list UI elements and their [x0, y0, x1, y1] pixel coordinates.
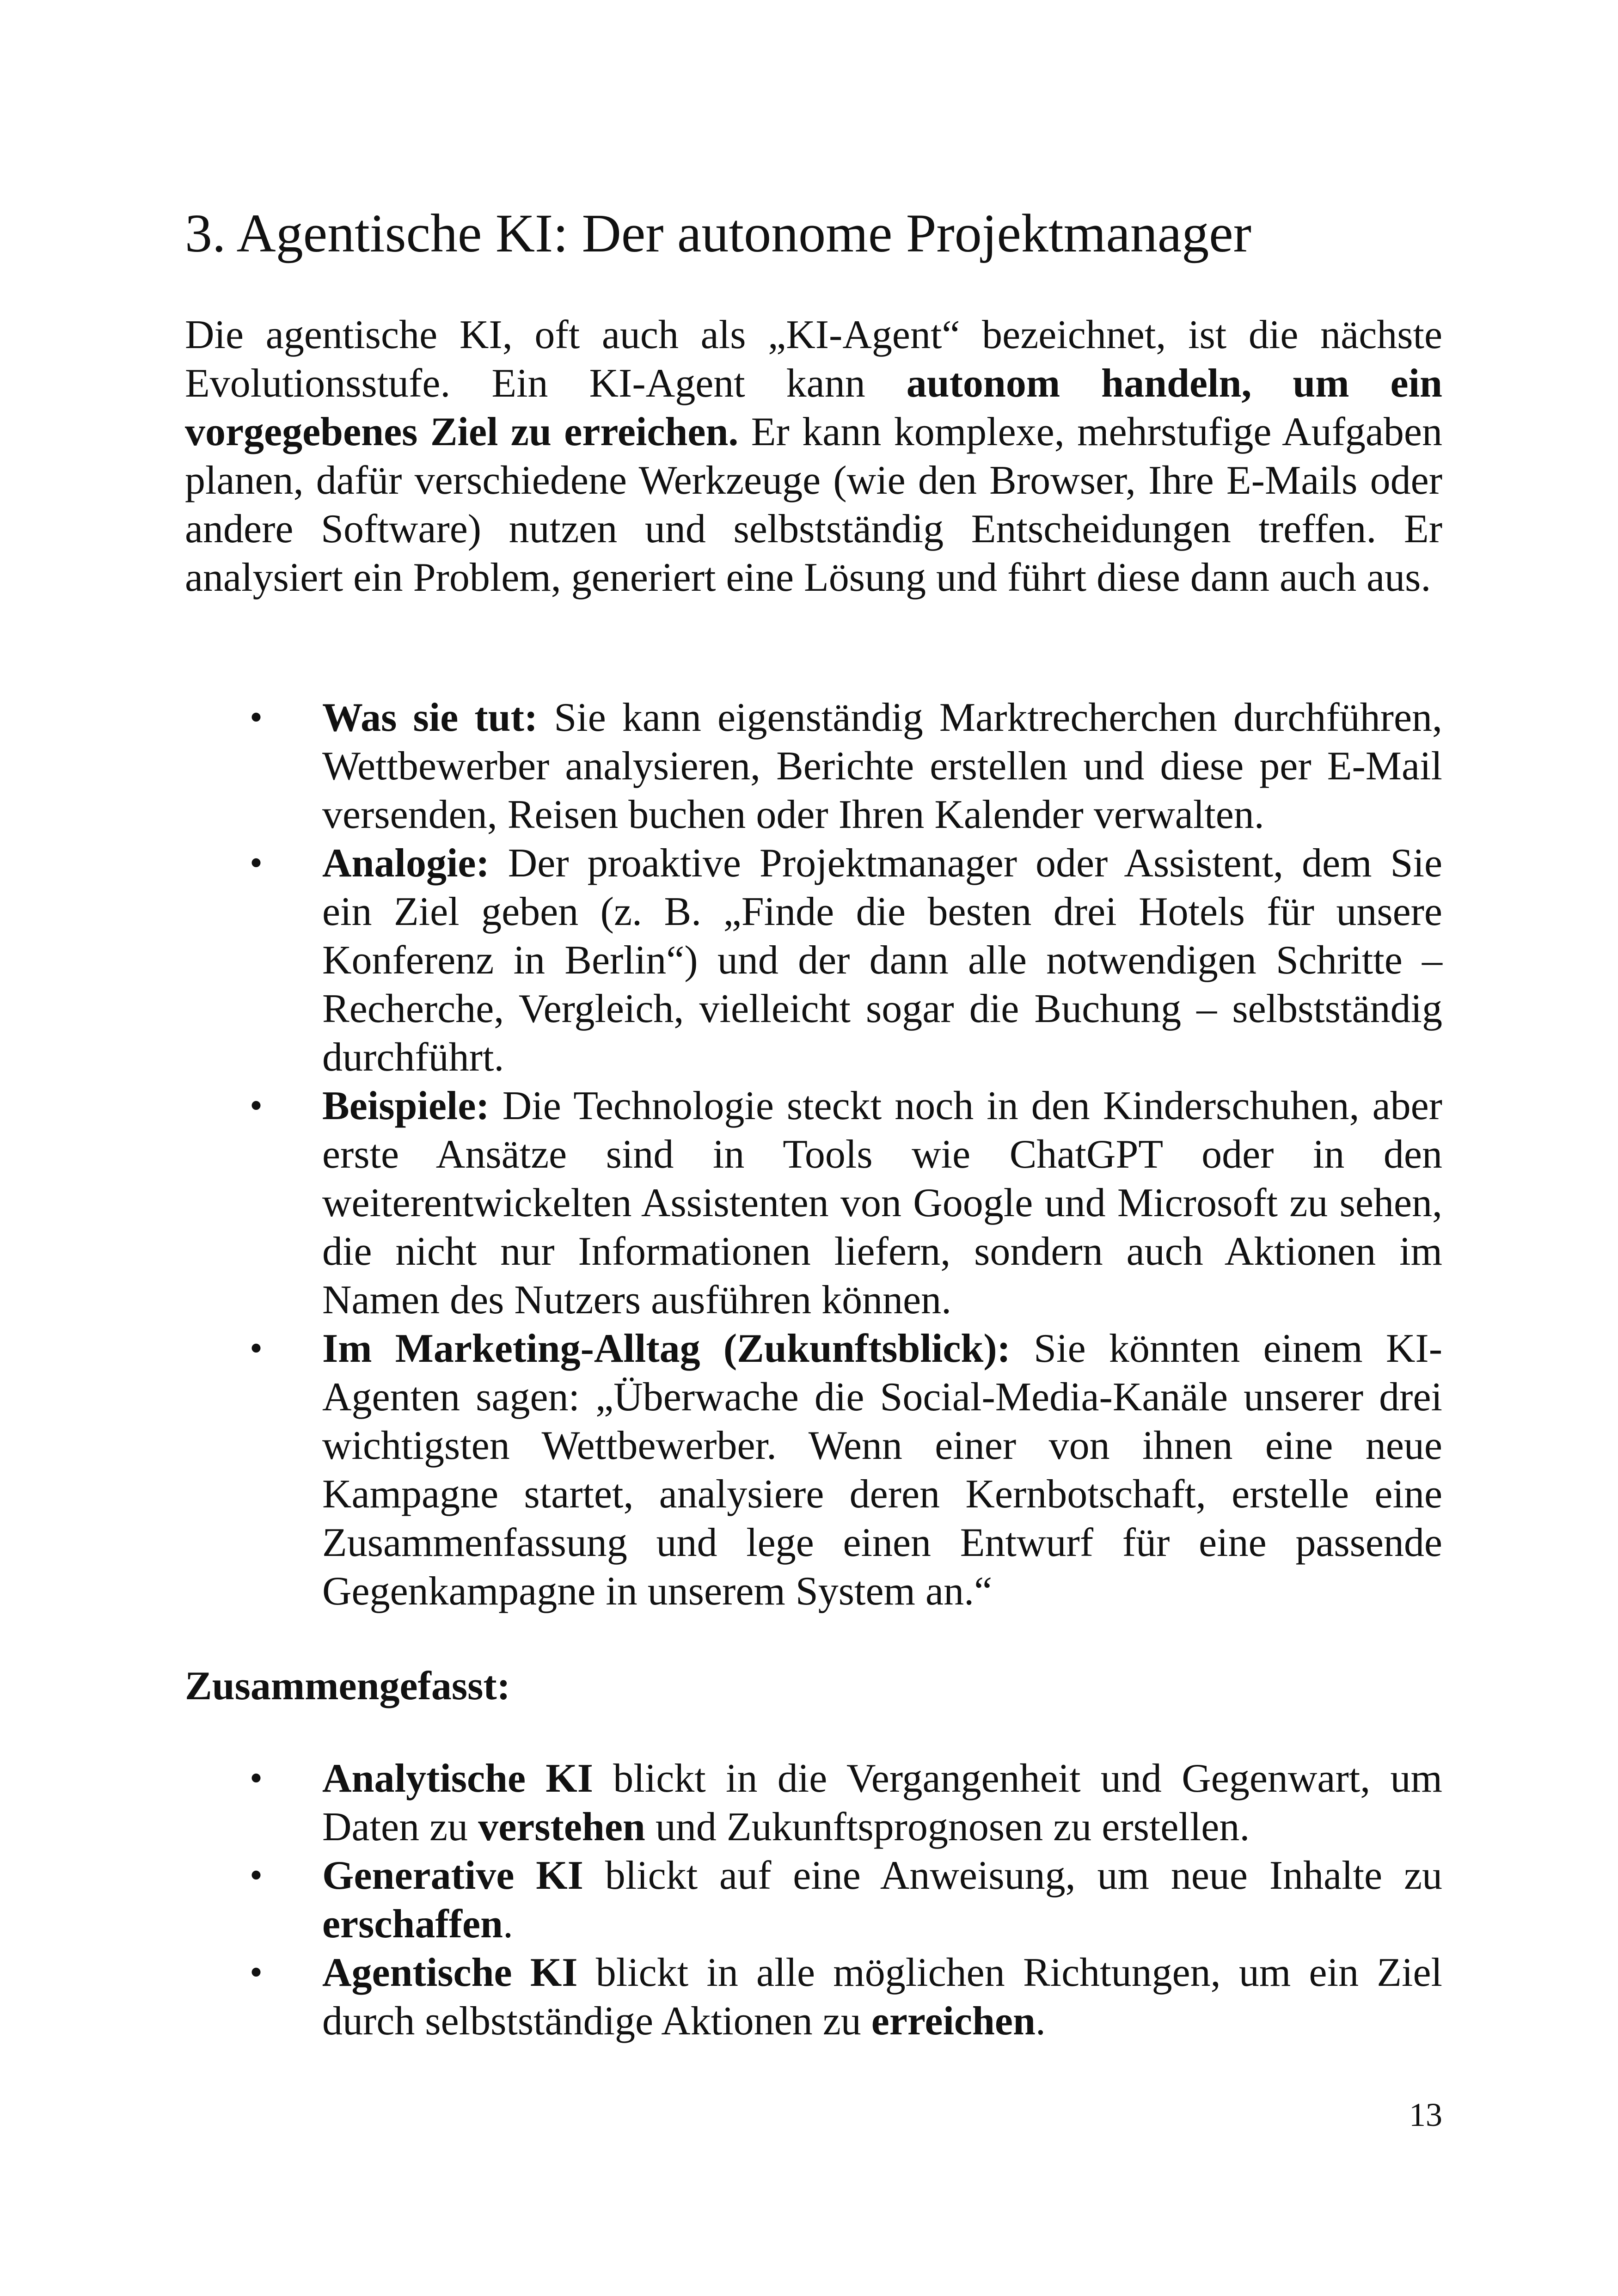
summary-item-term: Agentische KI — [322, 1950, 578, 1995]
intro-bold-text: autonom handeln, um ein vorgegebenes Ziel zu erreichen. — [185, 361, 1442, 454]
summary-bullet-list — [185, 1754, 1442, 2045]
intro-paragraph — [185, 311, 1442, 602]
list-item-marketing-outlook — [185, 1324, 1442, 1616]
list-item-what-it-does — [185, 693, 1442, 839]
summary-item-term: Generative KI — [322, 1853, 583, 1898]
summary-item-term: Analytische KI — [322, 1756, 593, 1801]
summary-item-text: blickt in alle möglichen Richtungen, um ein Ziel durch selbstständige Aktionen zu — [322, 1950, 1442, 2044]
summary-item-emphasis: erschaffen — [322, 1902, 503, 1947]
intro-text-2: Er kann komplexe, mehrstufige Aufgaben planen, dafür verschiedene Werkzeuge (wie den Browser, Ihre E-Mails oder andere Software) nutzen und selbstständig Entscheidungen treffen. Er analysiert ein Problem, generiert eine Lösung und führt diese dann auch aus. — [185, 410, 1442, 600]
bullet-icon: • — [250, 1855, 263, 1896]
summary-item-emphasis: erreichen — [871, 1999, 1036, 2044]
list-item-text: Sie könnten einem KI-Agenten sagen: „Überwache die Social-Media-Kanäle unserer drei wichtigsten Wettbewerber. Wenn einer von ihnen eine neue Kampagne startet, analysiere deren Kernbotschaft, erstelle eine Zusammenfassung und lege einen Entwurf für eine passende Gegenkampagne in unserem System an.“ — [322, 1326, 1442, 1614]
section-heading: 3. Agentische KI: Der autonome Projektmanager — [185, 203, 1251, 263]
list-item-label: Beispiele: — [322, 1084, 490, 1128]
summary-item-text: blickt auf eine Anweisung, um neue Inhalte zu — [583, 1853, 1443, 1898]
summary-item-text-end: und Zukunftsprognosen zu erstellen. — [645, 1805, 1250, 1849]
list-item-label: Analogie: — [322, 841, 490, 886]
bullet-icon: • — [250, 843, 263, 883]
list-item-label: Was sie tut: — [322, 695, 538, 740]
list-item-text: Sie kann eigenständig Marktrecherchen durchführen, Wettbewerber analysieren, Berichte erstellen und diese per E-Mail versenden, Reisen buchen oder Ihren Kalender verwalten. — [322, 695, 1443, 837]
summary-item-text-end: . — [1035, 1999, 1046, 2044]
summary-item-agentic-ai — [185, 1948, 1442, 2045]
bullet-icon: • — [250, 1952, 263, 1993]
bullet-icon: • — [250, 1328, 263, 1369]
list-item-analogy — [185, 839, 1442, 1082]
summary-heading: Zusammengefasst: — [185, 1664, 510, 1708]
summary-item-generative-ai — [185, 1851, 1442, 1948]
list-item-text: Der proaktive Projektmanager oder Assistent, dem Sie ein Ziel geben (z. B. „Finde die besten drei Hotels für unsere Konferenz in Berlin“) und der dann alle notwendigen Schritte – Recherche, Vergleich, vielleicht sogar die Buchung – selbstständig durchführt. — [322, 841, 1442, 1080]
summary-item-analytical-ai — [185, 1754, 1442, 1851]
bullet-icon: • — [250, 1758, 263, 1799]
intro-text-1: Die agentische KI, oft auch als „KI-Agent“ bezeichnet, ist die nächste Evolutionsstufe. Ein KI-Agent kann — [185, 312, 1442, 406]
bullet-icon: • — [250, 1085, 263, 1126]
list-item-text: Die Technologie steckt noch in den Kinderschuhen, aber erste Ansätze sind in Tools wie ChatGPT oder in den weiterentwickelten Assistenten von Google und Microsoft zu sehen, die nicht nur Informationen liefern, sondern auch Aktionen im Namen des Nutzers ausführen können. — [322, 1084, 1442, 1322]
bullet-icon: • — [250, 697, 263, 738]
summary-item-text: blickt in die Vergangenheit und Gegenwart, um Daten zu — [322, 1756, 1442, 1849]
agentic-ai-bullet-list — [185, 693, 1442, 1616]
page-number: 13 — [1409, 2096, 1442, 2133]
list-item-label: Im Marketing-Alltag (Zukunftsblick): — [322, 1326, 1011, 1371]
list-item-examples — [185, 1082, 1442, 1324]
summary-item-text-end: . — [503, 1902, 513, 1947]
summary-item-emphasis: verstehen — [478, 1805, 645, 1849]
